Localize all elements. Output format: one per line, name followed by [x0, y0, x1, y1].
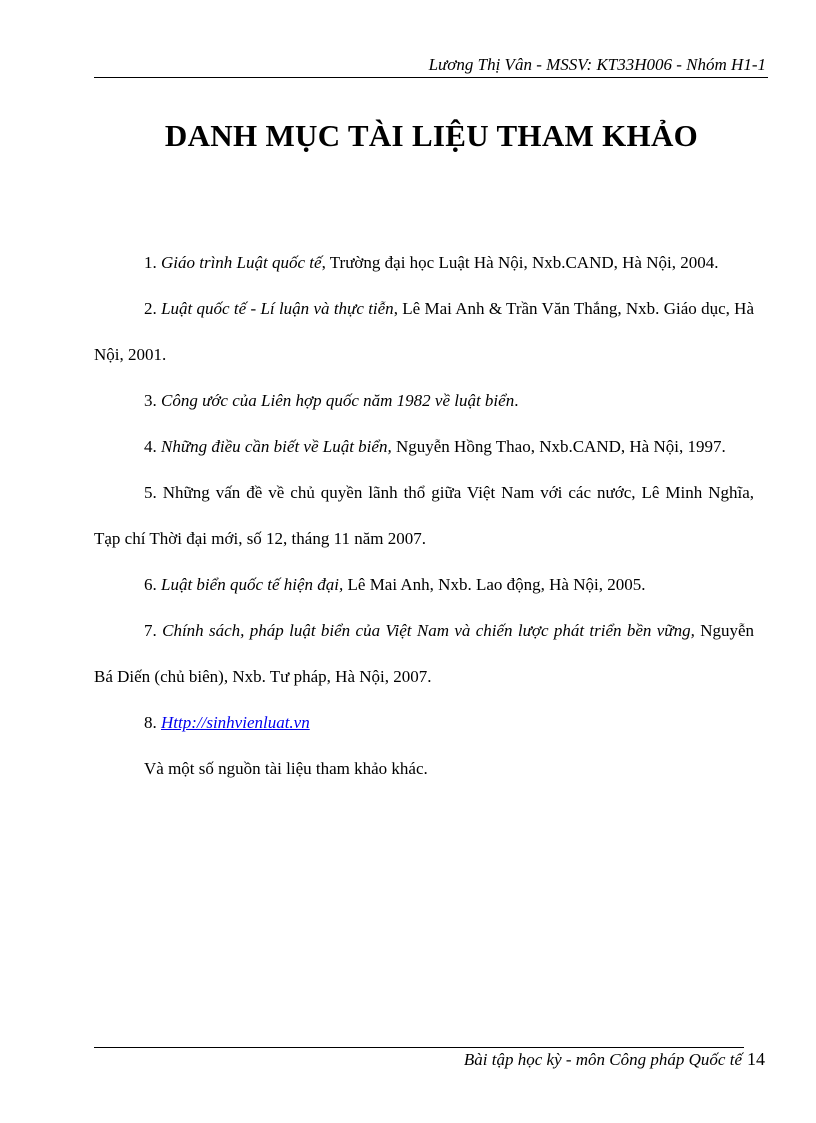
reference-details: Nguyễn Bá Diến (chủ biên), Nxb. Tư pháp, Hà Nội, 2007.: [94, 621, 755, 686]
reference-list: [94, 240, 754, 792]
reference-title: Luật biển quốc tế hiện đại,: [161, 575, 344, 594]
reference-item-4: [94, 424, 754, 470]
reference-number: 5.: [144, 483, 157, 502]
reference-number: 6.: [144, 575, 157, 594]
reference-title: Những điều cần biết về Luật biển,: [161, 437, 392, 456]
footer-divider: [94, 1047, 744, 1048]
page-number: 14: [747, 1049, 765, 1069]
reference-number: 2.: [144, 299, 157, 318]
reference-number: 3.: [144, 391, 157, 410]
reference-number: 7.: [144, 621, 157, 640]
reference-item-8: [94, 700, 754, 746]
reference-details: , Trường đại học Luật Hà Nội, Nxb.CAND, Hà Nội, 2004.: [321, 253, 719, 272]
reference-title: Công ước của Liên hợp quốc năm 1982 về luật biển: [161, 391, 515, 410]
reference-item-6: [94, 562, 754, 608]
reference-number: 1.: [144, 253, 157, 272]
reference-details: .: [514, 391, 519, 410]
reference-item-2: [94, 286, 754, 378]
reference-number: 8.: [144, 713, 157, 732]
reference-details: , Lê Mai Anh & Trần Văn Thắng, Nxb. Giáo dục, Hà Nội, 2001.: [94, 299, 754, 364]
reference-item-7: [94, 608, 754, 700]
running-header: Lương Thị Vân - MSSV: KT33H006 - Nhóm H1-1: [428, 55, 766, 74]
page-title: DANH MỤC TÀI LIỆU THAM KHẢO: [164, 118, 699, 153]
reference-details: Những vấn đề về chủ quyền lãnh thổ giữa Việt Nam với các nước, Lê Minh Nghĩa, Tạp chí Thời đại mới, số 12, tháng 11 năm 2007.: [94, 483, 755, 548]
reference-item-3: [94, 378, 754, 424]
reference-item-5: [94, 470, 754, 562]
reference-number: 4.: [144, 437, 157, 456]
reference-title: Giáo trình Luật quốc tế: [161, 253, 322, 272]
reference-item-1: [94, 240, 754, 286]
reference-title: Chính sách, pháp luật biển của Việt Nam và chiến lược phát triển bền vững,: [162, 621, 695, 640]
reference-title: Luật quốc tế - Lí luận và thực tiễn: [161, 299, 394, 318]
reference-details: Nguyễn Hồng Thao, Nxb.CAND, Hà Nội, 1997.: [391, 437, 726, 456]
closing-note: Và một số nguồn tài liệu tham khảo khác.: [144, 759, 428, 778]
reference-details: Lê Mai Anh, Nxb. Lao động, Hà Nội, 2005.: [343, 575, 646, 594]
header-divider: [94, 77, 768, 78]
reference-link[interactable]: Http://sinhvienluat.vn: [161, 713, 310, 732]
running-footer: Bài tập học kỳ - môn Công pháp Quốc tế: [463, 1050, 742, 1069]
